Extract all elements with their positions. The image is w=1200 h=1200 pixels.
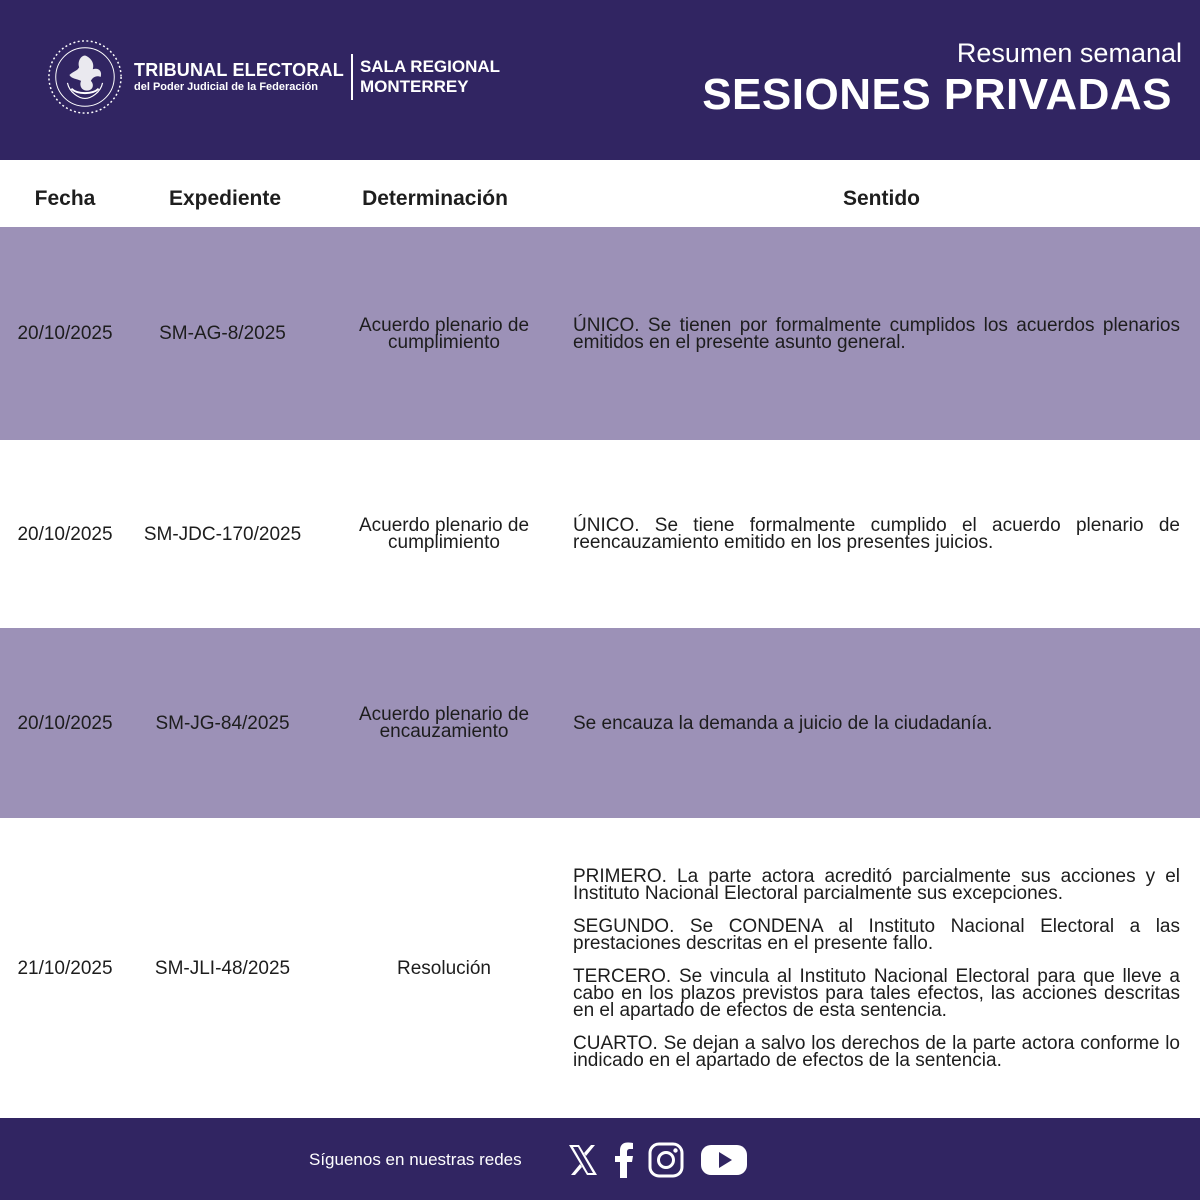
institution-logo [46, 38, 500, 116]
table-row [0, 227, 1200, 440]
title-block [702, 36, 1182, 120]
column-header-sentido: Sentido [843, 187, 920, 210]
cell-sentido [573, 440, 1180, 628]
sala-regional [360, 57, 500, 97]
cell-sentido [573, 227, 1180, 440]
sentido-paragraph: SEGUNDO. Se CONDENA al Instituto Nacional Electoral a las prestaciones descritas en el presente fallo. [573, 915, 1180, 954]
youtube-icon[interactable] [700, 1142, 748, 1178]
cell-expediente: SM-JLI-48/2025 [154, 957, 291, 979]
page-header [0, 0, 1200, 160]
sentido-paragraph: ÚNICO. Se tienen por formalmente cumplidos los acuerdos plenarios emitidos en el presente asunto general. [573, 314, 1180, 353]
table-row [0, 628, 1200, 818]
table-row [0, 440, 1200, 628]
brand-divider [351, 54, 353, 100]
cell-determinacion: Acuerdo plenario de cumplimiento [358, 314, 530, 353]
cell-expediente: SM-JG-84/2025 [155, 712, 290, 734]
follow-us-text: Síguenos en nuestras redes [309, 1150, 522, 1169]
cell-expediente: SM-JDC-170/2025 [143, 523, 302, 545]
cell-fecha: 20/10/2025 [17, 712, 113, 734]
cell-fecha: 20/10/2025 [17, 323, 113, 344]
table-header [0, 160, 1200, 227]
cell-fecha: 21/10/2025 [17, 957, 113, 979]
brand-name: TRIBUNAL ELECTORAL [134, 60, 344, 80]
sentido-paragraph: Se encauza la demanda a juicio de la ciudadanía. [573, 712, 993, 734]
page-footer [0, 1118, 1200, 1200]
region-line-1: SALA REGIONAL [359, 57, 501, 76]
column-header-determinacion: Determinación [362, 187, 508, 210]
cell-determinacion: Acuerdo plenario de cumplimiento [358, 515, 530, 553]
cell-expediente: SM-AG-8/2025 [159, 323, 286, 344]
region-line-2: MONTERREY [359, 77, 469, 96]
page-title: SESIONES PRIVADAS [702, 70, 1172, 119]
sentido-paragraph: ÚNICO. Se tiene formalmente cumplido el acuerdo plenario de reencauzamiento emitido en los presentes juicios. [573, 515, 1180, 553]
cell-fecha: 20/10/2025 [17, 523, 113, 545]
page-subtitle: Resumen semanal [956, 38, 1182, 68]
column-header-expediente: Expediente [168, 187, 282, 210]
cell-determinacion: Acuerdo plenario de encauzamiento [358, 704, 530, 742]
table-row [0, 818, 1200, 1118]
facebook-icon[interactable] [612, 1142, 636, 1178]
sentido-paragraph: PRIMERO. La parte actora acreditó parcialmente sus acciones y el Instituto Nacional Electoral parcialmente sus excepciones. [573, 865, 1180, 904]
sentido-paragraph: CUARTO. Se dejan a salvo los derechos de la parte actora conforme lo indicado en el apartado de efectos de la sentencia. [573, 1032, 1180, 1071]
tribunal-brand [134, 60, 344, 94]
mexican-eagle-seal-icon [46, 38, 124, 116]
brand-subtitle: del Poder Judicial de la Federación [134, 81, 319, 93]
cell-sentido [573, 818, 1180, 1118]
cell-determinacion: Resolución [397, 957, 491, 979]
column-header-fecha: Fecha [34, 187, 96, 210]
sentido-paragraph: TERCERO. Se vincula al Instituto Nacional Electoral para que lleve a cabo en los plazos previstos para tales efectos, las acciones descritas en el apartado de efectos de esta sentencia. [573, 965, 1180, 1021]
instagram-icon[interactable] [648, 1142, 684, 1178]
cell-sentido [573, 628, 1180, 818]
x-icon[interactable] [566, 1142, 600, 1178]
